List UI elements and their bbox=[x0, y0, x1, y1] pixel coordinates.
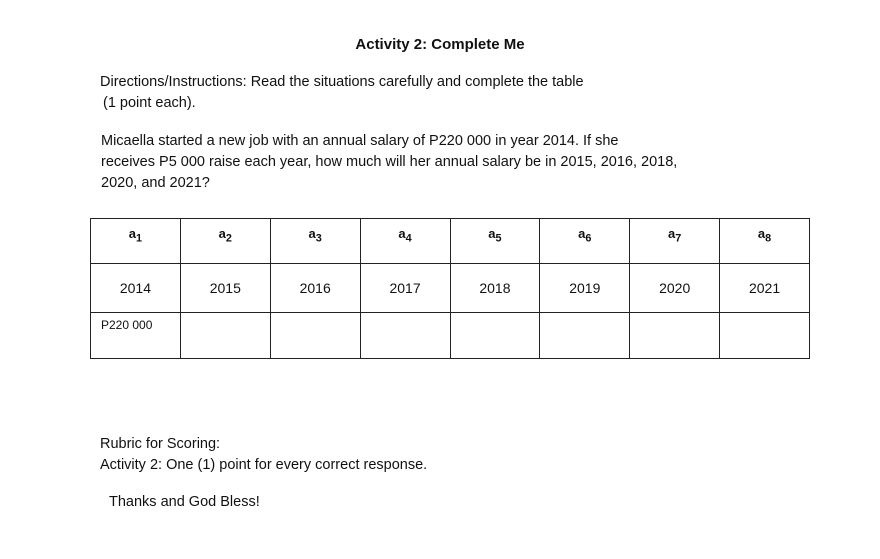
salary-row bbox=[91, 313, 810, 359]
year-cell: 2018 bbox=[450, 264, 540, 313]
term-header-cell: $a_2$ bbox=[180, 219, 270, 264]
salary-answer-cell[interactable] bbox=[270, 313, 360, 359]
rubric-section bbox=[100, 434, 600, 476]
year-row bbox=[91, 264, 810, 313]
year-cell: 2016 bbox=[270, 264, 360, 313]
salary-answer-cell[interactable] bbox=[180, 313, 270, 359]
problem-line-3: 2020, and 2021? bbox=[101, 175, 210, 191]
year-cell: 2019 bbox=[540, 264, 630, 313]
directions-line-2: (1 point each). bbox=[103, 95, 196, 111]
directions-line-1: Directions/Instructions: Read the situations carefully and complete the table bbox=[100, 74, 584, 90]
rubric-heading: Rubric for Scoring: bbox=[100, 436, 221, 452]
term-header-cell: $a_4$ bbox=[360, 219, 450, 264]
salary-table bbox=[90, 218, 810, 359]
year-cell: 2017 bbox=[360, 264, 450, 313]
year-cell: 2014 bbox=[91, 264, 181, 313]
term-header-row bbox=[91, 219, 810, 264]
closing-text: Thanks and God Bless! bbox=[109, 494, 260, 510]
salary-cell: P220 000 bbox=[91, 313, 181, 359]
salary-answer-cell[interactable] bbox=[540, 313, 630, 359]
year-cell: 2015 bbox=[180, 264, 270, 313]
salary-answer-cell[interactable] bbox=[360, 313, 450, 359]
salary-answer-cell[interactable] bbox=[630, 313, 720, 359]
problem-line-2: receives P5 000 raise each year, how much will her annual salary be in 2015, 2016, 2018, bbox=[101, 154, 678, 170]
problem-line-1: Micaella started a new job with an annual salary of P220 000 in year 2014. If she bbox=[101, 133, 619, 149]
salary-answer-cell[interactable] bbox=[450, 313, 540, 359]
term-header-cell: $a_6$ bbox=[540, 219, 630, 264]
term-header-cell: $a_8$ bbox=[720, 219, 810, 264]
activity-title: Activity 2: Complete Me bbox=[355, 36, 525, 53]
term-header-cell: $a_3$ bbox=[270, 219, 360, 264]
year-cell: 2020 bbox=[630, 264, 720, 313]
term-header-cell: $a_7$ bbox=[630, 219, 720, 264]
rubric-line: Activity 2: One (1) point for every correct response. bbox=[100, 457, 428, 473]
year-cell: 2021 bbox=[720, 264, 810, 313]
directions-text bbox=[100, 72, 740, 114]
term-header-cell: $a_5$ bbox=[450, 219, 540, 264]
salary-answer-cell[interactable] bbox=[720, 313, 810, 359]
term-header-cell: $a_1$ bbox=[91, 219, 181, 264]
word-problem bbox=[101, 131, 801, 194]
